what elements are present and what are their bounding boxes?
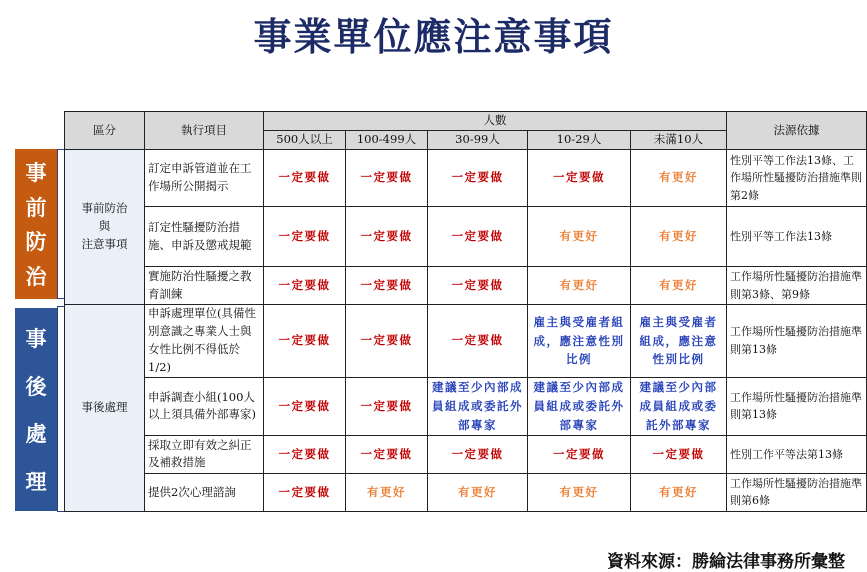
requirement-cell: 一定要做 (428, 435, 528, 473)
side-char: 後 (25, 373, 47, 399)
side-char: 事 (25, 160, 47, 186)
law-cell: 性別工作平等法第13條 (727, 435, 867, 473)
requirement-cell: 有更好 (428, 473, 528, 511)
requirement-cell: 有更好 (528, 267, 631, 305)
item-cell: 訂定申訴管道並在工作場所公開揭示 (145, 150, 264, 207)
requirement-cell: 一定要做 (346, 305, 428, 378)
requirement-cell: 雇主與受雇者組成，應注意性別比例 (631, 305, 727, 378)
law-cell: 性別平等工作法13條、工作場所性騷擾防治措施準則第2條 (727, 150, 867, 207)
item-cell: 申訴處理單位(具備性別意識之專業人士與女性比例不得低於1/2) (145, 305, 264, 378)
requirement-cell: 建議至少內部成員組成或委託外部專家 (631, 378, 727, 436)
requirement-cell: 一定要做 (264, 267, 346, 305)
requirement-cell: 一定要做 (346, 378, 428, 436)
side-label-prevention (15, 149, 57, 299)
law-cell: 工作場所性騷擾防治措施準則第6條 (727, 473, 867, 511)
table-row (65, 267, 867, 305)
requirement-cell: 一定要做 (428, 150, 528, 207)
header-people: 人數 (264, 112, 727, 131)
header-size: 100-499人 (346, 131, 428, 150)
requirement-cell: 雇主與受雇者組成，應注意性別比例 (528, 305, 631, 378)
side-char: 前 (25, 194, 47, 220)
requirement-cell: 一定要做 (346, 435, 428, 473)
category-cell: 事後處理 (65, 305, 145, 512)
requirement-cell: 一定要做 (264, 473, 346, 511)
requirement-cell: 有更好 (631, 150, 727, 207)
table-row (65, 207, 867, 267)
header-size: 500人以上 (264, 131, 346, 150)
requirement-cell: 有更好 (631, 267, 727, 305)
requirement-cell: 一定要做 (264, 378, 346, 436)
requirement-cell: 有更好 (631, 473, 727, 511)
page-title: 事業單位應注意事項 (253, 14, 614, 59)
table-row (65, 435, 867, 473)
side-char: 事 (25, 325, 47, 351)
requirement-cell: 一定要做 (264, 305, 346, 378)
requirement-cell: 有更好 (528, 473, 631, 511)
requirement-cell: 一定要做 (428, 305, 528, 378)
requirement-cell: 有更好 (528, 207, 631, 267)
requirement-cell: 一定要做 (264, 207, 346, 267)
side-char: 治 (25, 263, 47, 289)
header-law: 法源依據 (727, 112, 867, 150)
table-row (65, 305, 867, 378)
header-item: 執行項目 (145, 112, 264, 150)
header-size: 10-29人 (528, 131, 631, 150)
requirement-cell: 一定要做 (346, 150, 428, 207)
requirement-cell: 一定要做 (264, 435, 346, 473)
requirement-cell: 建議至少內部成員組成或委託外部專家 (528, 378, 631, 436)
law-cell: 性別平等工作法13條 (727, 207, 867, 267)
item-cell: 實施防治性騷擾之教育訓練 (145, 267, 264, 305)
requirement-cell: 一定要做 (428, 267, 528, 305)
requirement-cell: 有更好 (631, 207, 727, 267)
law-cell: 工作場所性騷擾防治措施準則第13條 (727, 378, 867, 436)
requirement-cell: 一定要做 (346, 267, 428, 305)
side-char: 處 (25, 421, 47, 447)
requirement-cell: 建議至少內部成員組成或委託外部專家 (428, 378, 528, 436)
table-row (65, 473, 867, 511)
item-cell: 提供2次心理諮詢 (145, 473, 264, 511)
requirement-cell: 有更好 (346, 473, 428, 511)
law-cell: 工作場所性騷擾防治措施準則第3條、第9條 (727, 267, 867, 305)
requirement-cell: 一定要做 (631, 435, 727, 473)
category-cell: 事前防治 與 注意事項 (65, 150, 145, 305)
source-note: 資料來源：勝綸法律事務所彙整 (607, 552, 845, 572)
header-size: 未滿10人 (631, 131, 727, 150)
requirement-cell: 一定要做 (428, 207, 528, 267)
item-cell: 申訴調查小組(100人以上須具備外部專家) (145, 378, 264, 436)
requirement-cell: 一定要做 (528, 150, 631, 207)
requirement-cell: 一定要做 (346, 207, 428, 267)
table-row (65, 378, 867, 436)
item-cell: 採取立即有效之糾正及補救措施 (145, 435, 264, 473)
side-char: 防 (25, 229, 47, 255)
header-category: 區分 (65, 112, 145, 150)
requirements-table (64, 111, 867, 512)
law-cell: 工作場所性騷擾防治措施準則第13條 (727, 305, 867, 378)
table-row (65, 150, 867, 207)
side-label-handling (15, 308, 57, 511)
requirement-cell: 一定要做 (264, 150, 346, 207)
header-size: 30-99人 (428, 131, 528, 150)
item-cell: 訂定性騷擾防治措施、申訴及懲戒規範 (145, 207, 264, 267)
requirement-cell: 一定要做 (528, 435, 631, 473)
side-char: 理 (25, 469, 47, 495)
